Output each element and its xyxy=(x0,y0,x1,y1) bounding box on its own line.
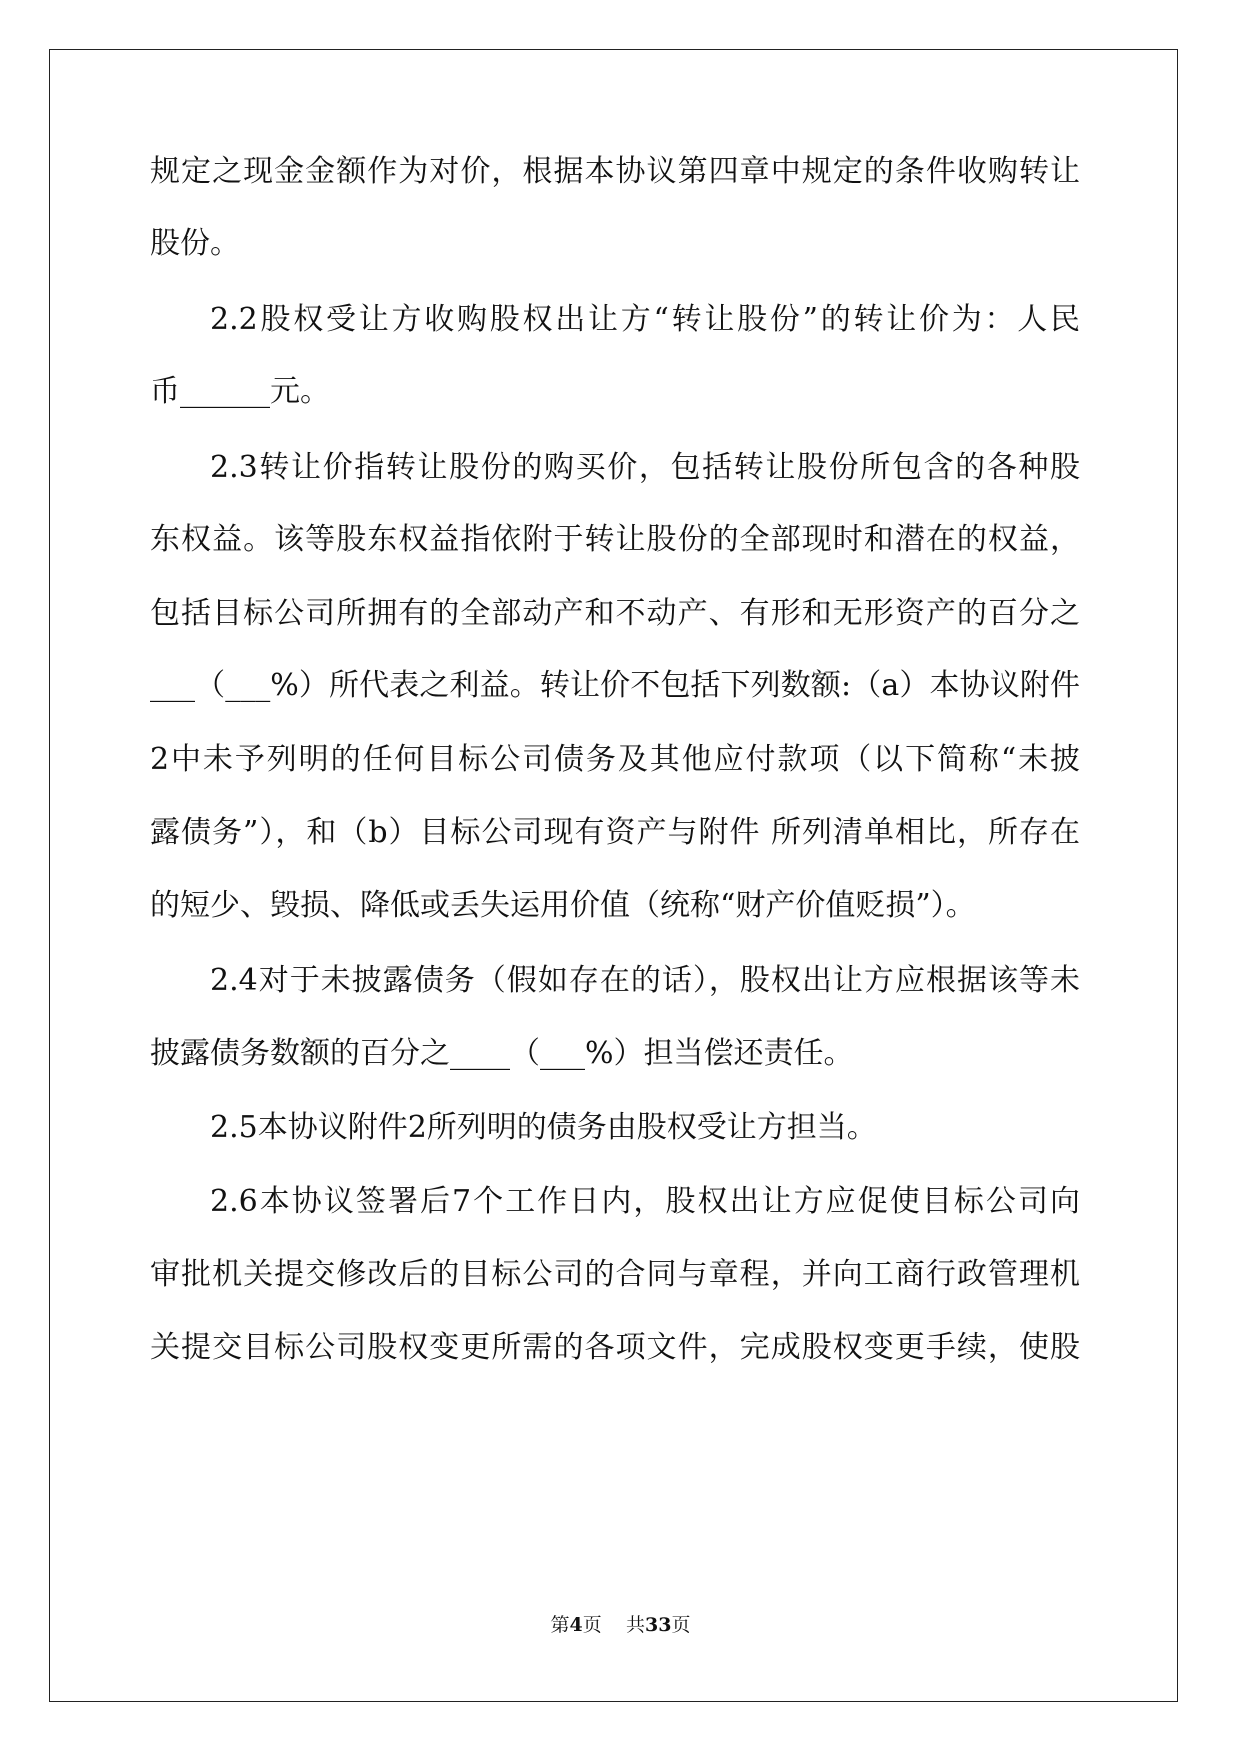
text-line-2: 股份。 xyxy=(150,226,240,261)
footer-page-suffix: 页 xyxy=(582,1614,602,1636)
text-line-1: 规定之现金金额作为对价，根据本协议第四章中规定的条件收购转让 xyxy=(150,154,1080,189)
text-line-6: 东权益。该等股东权益指依附于转让股份的全部现时和潜在的权益， xyxy=(150,522,1080,557)
text-line-17: 关提交目标公司股权变更所需的各项文件，完成股权变更手续，使股 xyxy=(150,1330,1080,1365)
text-line-7: 包括目标公司所拥有的全部动产和不动产、有形和无形资产的百分之 xyxy=(150,596,1080,631)
text-line-16: 审批机关提交修改后的目标公司的合同与章程，并向工商行政管理机 xyxy=(150,1257,1080,1292)
text-line-5: 2.3转让价指转让股份的购买价，包括转让股份所包含的各种股 xyxy=(210,450,1080,485)
text-line-15: 2.6本协议签署后7个工作日内，股权出让方应促使目标公司向 xyxy=(210,1184,1080,1219)
text-line-4: 币______元。 xyxy=(150,374,330,409)
page-border xyxy=(49,49,1178,1702)
text-line-10: 露债务”），和（b）目标公司现有资产与附件 所列清单相比，所存在 xyxy=(150,815,1080,850)
page-footer xyxy=(0,1612,1241,1638)
footer-total-pages: 33 xyxy=(644,1614,672,1636)
text-line-13: 披露债务数额的百分之____（___%）担当偿还责任。 xyxy=(150,1036,854,1071)
text-line-8: ___（___%）所代表之利益。转让价不包括下列数额:（a）本协议附件 xyxy=(150,668,1080,703)
footer-total-suffix: 页 xyxy=(671,1614,691,1636)
text-line-3: 2.2股权受让方收购股权出让方“转让股份”的转让价为：人民 xyxy=(210,302,1080,337)
text-line-12: 2.4对于未披露债务（假如存在的话），股权出让方应根据该等未 xyxy=(210,963,1080,998)
text-line-11: 的短少、毁损、降低或丢失运用价值（统称“财产价值贬损”）。 xyxy=(150,888,976,923)
footer-prefix: 第 xyxy=(550,1614,570,1636)
text-line-9: 2中未予列明的任何目标公司债务及其他应付款项（以下简称“未披 xyxy=(150,742,1080,777)
footer-page-number: 4 xyxy=(569,1614,583,1636)
text-line-14: 2.5本协议附件2所列明的债务由股权受让方担当。 xyxy=(210,1110,877,1145)
footer-total-prefix: 共 xyxy=(625,1614,645,1636)
